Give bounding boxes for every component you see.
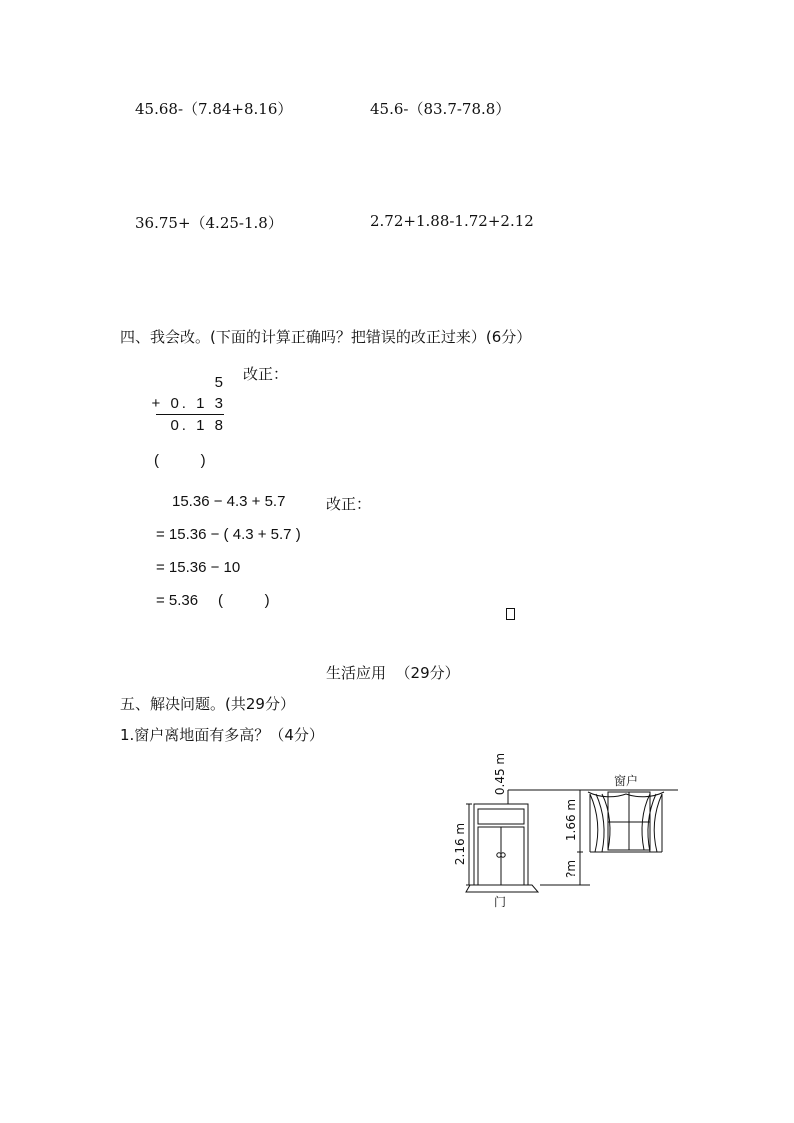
door-label: 门 xyxy=(493,895,507,909)
judge-paren-2: ( ) xyxy=(218,592,270,609)
placeholder-box-icon xyxy=(506,608,515,620)
addend-middle: + 0. 1 3 xyxy=(151,395,226,412)
dim-top-label: 0.45 m xyxy=(493,752,507,796)
section5-heading: 五、解决问题。(共29分） xyxy=(120,695,295,713)
window-label: 窗户 xyxy=(613,774,639,788)
correction-label-2: 改正： xyxy=(326,495,372,513)
application-title: 生活应用 （29分） xyxy=(326,664,460,682)
vertical-addition xyxy=(150,372,226,436)
expression-3: 36.75+（4.25-1.8） xyxy=(135,214,283,232)
section4-heading: 四、我会改。(下面的计算正确吗？把错误的改正过来）(6分） xyxy=(120,328,532,346)
expression-2: 45.6-（83.7-78.8） xyxy=(370,100,511,118)
expression-step-4: = 5.36 xyxy=(156,592,199,609)
addend-top: 5 xyxy=(214,374,226,391)
question-1: 1.窗户离地面有多高？（4分） xyxy=(120,726,324,744)
dim-unknown-label: ?m xyxy=(564,859,578,879)
expression-step-3: = 15.36 − 10 xyxy=(156,559,241,576)
dim-door-label: 2.16 m xyxy=(453,822,467,866)
judge-paren-1: ( ) xyxy=(154,452,206,469)
expression-step-1: 15.36 − 4.3 + 5.7 xyxy=(172,493,286,510)
expression-1: 45.68-（7.84+8.16） xyxy=(135,100,293,118)
correction-label-1: 改正： xyxy=(243,365,289,383)
expression-step-2: = 15.36 − ( 4.3 + 5.7 ) xyxy=(156,526,301,543)
door-window-diagram xyxy=(440,752,680,917)
sum-result: 0. 1 8 xyxy=(170,417,226,434)
expression-4: 2.72+1.88-1.72+2.12 xyxy=(370,212,534,230)
dim-window-label: 1.66 m xyxy=(564,798,578,842)
